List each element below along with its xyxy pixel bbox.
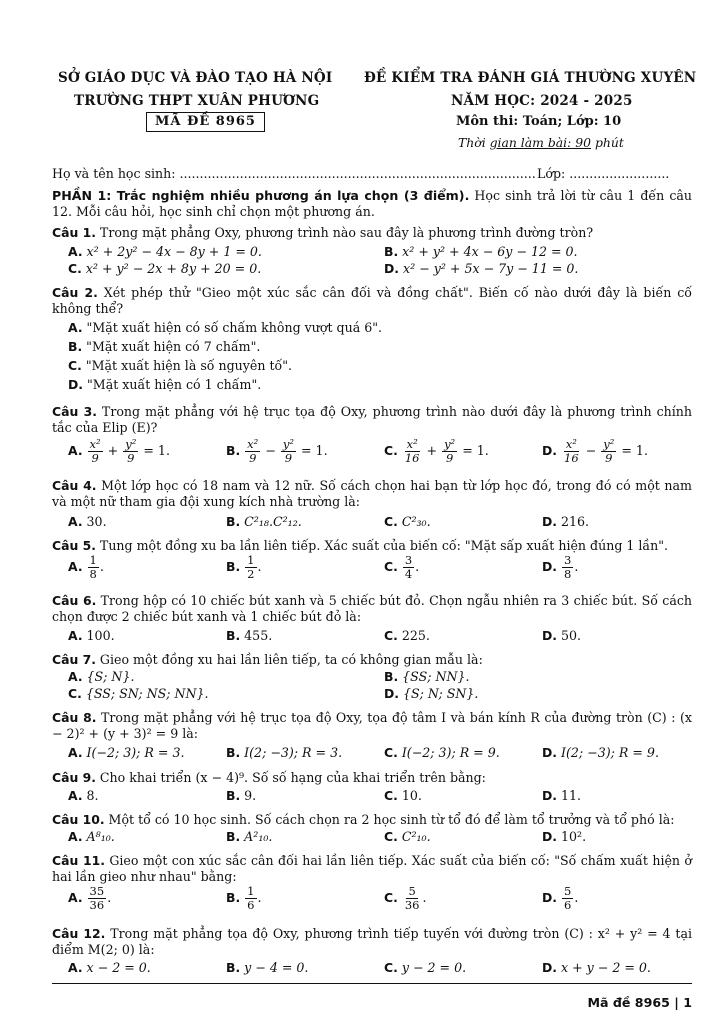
q6-option-d[interactable]: D. 50. [542,628,582,643]
question-7: Câu 7. Gieo một đồng xu hai lần liên tiếp, ta có không gian mẫu là: [52,652,483,667]
question-6: Câu 6. Trong hộp có 10 chiếc bút xanh và 5 chiếc bút đỏ. Chọn ngẫu nhiên ra 3 chiếc bút. Số cách chọn được 2 chiếc bút xanh và 1 chiếc bút đỏ là: [52,593,693,624]
q11-option-a[interactable]: A. $\frac{35}{36}$ . [68,884,112,912]
question-9: Câu 9. Cho khai triển (x − 4)⁹. Số số hạng của khai triển trên bằng: [52,770,486,785]
q6-option-b[interactable]: B. 455. [226,628,273,643]
question-2: Câu 2. Xét phép thử "Gieo một xúc sắc cân đối và đồng chất". Biến cố nào dưới đây là biến cố không thể? [52,285,693,316]
q9-option-d[interactable]: D. 11. [542,788,582,803]
q3-option-b[interactable]: B. $\frac{\text{x²}}{9}$ − $\frac{\text{y²}}{9}$ = 1. [226,437,328,465]
q1-option-c[interactable]: C. x² + y² − 2x + 8y + 20 = 0. [68,261,262,276]
q2-option-d[interactable]: D. "Mặt xuất hiện có 1 chấm". [68,377,262,392]
q2-option-c[interactable]: C. "Mặt xuất hiện là số nguyên tố". [68,358,293,373]
q9-option-c[interactable]: C. 10. [384,788,422,803]
q5-option-d[interactable]: D. $\frac{3}{8}$ . [542,553,579,581]
header-exam-title: ĐỀ KIỂM TRA ĐÁNH GIÁ THƯỜNG XUYÊN [364,70,697,86]
q1-option-a[interactable]: A. x² + 2y² − 4x − 8y + 1 = 0. [68,244,262,259]
question-5: Câu 5. Tung một đồng xu ba lần liên tiếp. Xác suất của biến cố: "Mặt sấp xuất hiện đúng 1 lần". [52,538,669,553]
student-name-line: Họ và tên học sinh: ......................................................................................... [52,166,536,181]
q5-option-c[interactable]: C. $\frac{3}{4}$ . [384,553,420,581]
q9-option-a[interactable]: A. 8. [68,788,99,803]
q7-option-b[interactable]: B. {SS; NN}. [384,669,470,684]
q5-option-a[interactable]: A. $\frac{1}{8}$ . [68,553,104,581]
part1-title: PHẦN 1: Trắc nghiệm nhiều phương án lựa chọn (3 điểm). [52,188,470,203]
q8-option-c[interactable]: C. I(−2; 3); R = 9. [384,745,500,760]
q3-option-c[interactable]: C. $\frac{\text{x²}}{16}$ + $\frac{\text{y²}}{9}$ = 1. [384,437,489,465]
footer-divider [52,983,692,984]
header-department: SỞ GIÁO DỤC VÀ ĐÀO TẠO HÀ NỘI [58,70,333,86]
q3-option-d[interactable]: D. $\frac{\text{x²}}{16}$ − $\frac{\text{y²}}{9}$ = 1. [542,437,648,465]
q4-option-b[interactable]: B. C²₁₈.C²₁₂. [226,514,302,529]
q8-option-b[interactable]: B. I(2; −3); R = 3. [226,745,343,760]
q12-option-b[interactable]: B. y − 4 = 0. [226,960,309,975]
q4-option-d[interactable]: D. 216. [542,514,590,529]
q4-option-c[interactable]: C. C²₃₀. [384,514,431,529]
q4-option-a[interactable]: A. 30. [68,514,107,529]
q7-option-a[interactable]: A. {S; N}. [68,669,135,684]
part1-desc: Học sinh trả lời từ câu 1 đến câu 12. Mỗi câu hỏi, học sinh chỉ chọn một phương án. [52,188,692,219]
question-4: Câu 4. Một lớp học có 18 nam và 12 nữ. Số cách chọn hai bạn từ lớp học đó, trong đó có một nam và một nữ tham gia đội xung kích nhà trường là: [52,478,692,509]
q7-option-c[interactable]: C. {SS; SN; NS; NN}. [68,686,209,701]
q12-option-a[interactable]: A. x − 2 = 0. [68,960,151,975]
q11-option-c[interactable]: C. $\frac{5}{36}$ . [384,884,427,912]
q5-option-b[interactable]: B. $\frac{1}{2}$ . [226,553,262,581]
question-1: Câu 1. Trong mặt phẳng Oxy, phương trình nào sau đây là phương trình đường tròn? [52,225,594,240]
q1-option-d[interactable]: D. x² − y² + 5x − 7y − 11 = 0. [384,261,579,276]
q2-option-a[interactable]: A. "Mặt xuất hiện có số chấm không vượt quá 6". [68,320,383,335]
q2-option-b[interactable]: B. "Mặt xuất hiện có 7 chấm". [68,339,261,354]
q6-option-a[interactable]: A. 100. [68,628,115,643]
q11-option-b[interactable]: B. $\frac{1}{6}$ . [226,884,262,912]
exam-code-box: MÃ ĐỀ 8965 [146,112,265,132]
question-10: Câu 10. Một tổ có 10 học sinh. Số cách chọn ra 2 học sinh từ tổ đó để làm tổ trưởng và tổ phó là: [52,812,675,827]
footer-page-code: Mã đề 8965 | 1 [587,995,692,1010]
q3-option-a[interactable]: A. $\frac{\text{x²}}{9}$ + $\frac{\text{y²}}{9}$ = 1. [68,437,170,465]
question-12: Câu 12. Trong mặt phẳng tọa độ Oxy, phương trình tiếp tuyến với đường tròn (C) : x² + y² = 4 tại điểm M(2; 0) là: [52,926,692,957]
q7-option-d[interactable]: D. {S; N; SN}. [384,686,479,701]
q8-option-d[interactable]: D. I(2; −3); R = 9. [542,745,659,760]
q1-option-b[interactable]: B. x² + y² + 4x − 6y − 12 = 0. [384,244,578,259]
q9-option-b[interactable]: B. 9. [226,788,257,803]
question-8: Câu 8. Trong mặt phẳng với hệ trục tọa độ Oxy, tọa độ tâm I và bán kính R của đường tròn (C) : (x − 2)² + (y + 3)² = 9 là: [52,710,693,741]
q12-option-c[interactable]: C. y − 2 = 0. [384,960,467,975]
student-class-line: Lớp: ......................... [537,166,670,181]
q10-option-c[interactable]: C. C²₁₀. [384,829,431,844]
q11-option-d[interactable]: D. $\frac{5}{6}$ . [542,884,579,912]
q10-option-b[interactable]: B. A²₁₀. [226,829,273,844]
header-school: TRƯỜNG THPT XUÂN PHƯƠNG [74,93,320,109]
header-school-year: NĂM HỌC: 2024 - 2025 [451,93,633,109]
q10-option-d[interactable]: D. 10². [542,829,587,844]
header-time: Thời gian làm bài: 90 phút [458,135,624,150]
question-11: Câu 11. Gieo một con xúc sắc cân đối hai lần liên tiếp. Xác suất của biến cố: "Số chấm xuất hiện ở hai lần gieo như nhau" bằng: [52,853,693,884]
q10-option-a[interactable]: A. A⁸₁₀. [68,829,115,844]
q8-option-a[interactable]: A. I(−2; 3); R = 3. [68,745,185,760]
question-3: Câu 3. Trong mặt phẳng với hệ trục tọa độ Oxy, phương trình nào dưới đây là phương trình chính tắc của Elip (E)? [52,404,693,435]
q6-option-c[interactable]: C. 225. [384,628,430,643]
header-subject: Môn thi: Toán; Lớp: 10 [456,114,622,129]
q12-option-d[interactable]: D. x + y − 2 = 0. [542,960,651,975]
part1-intro [52,188,692,220]
